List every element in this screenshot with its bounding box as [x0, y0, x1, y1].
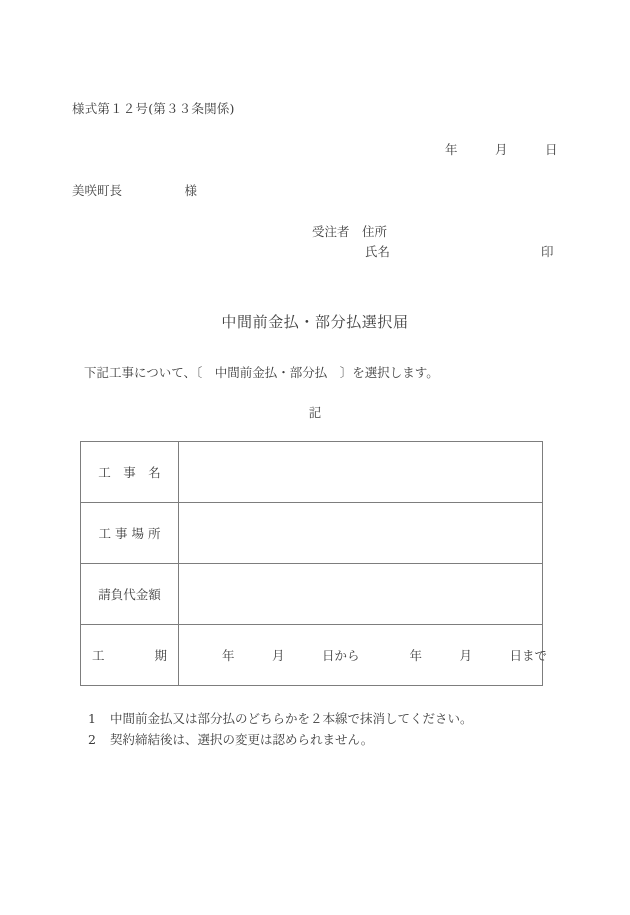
construction-period-text: 年 月 日から 年 月 日まで	[222, 648, 548, 663]
table-row	[81, 503, 543, 564]
page-title: 中間前金払・部分払選択届	[221, 313, 409, 331]
row-label-project-name: 工 事 名	[81, 442, 179, 503]
table-row	[81, 442, 543, 503]
note-number: 1	[88, 711, 96, 726]
notes-list	[88, 709, 473, 751]
row-value-project-name[interactable]	[179, 442, 543, 503]
note-text: 中間前金払又は部分払のどちらかを２本線で抹消してください。	[110, 711, 473, 726]
row-label-contract-amount: 請負代金額	[81, 564, 179, 625]
list-item	[88, 709, 473, 730]
row-label-project-location: 工 事 場 所	[81, 503, 179, 564]
row-value-contract-amount[interactable]	[179, 564, 543, 625]
form-number: 様式第１２号(第３３条関係)	[72, 101, 235, 116]
contractor-address-label: 受注者 住所	[312, 224, 388, 239]
table-row	[81, 564, 543, 625]
row-value-project-location[interactable]	[179, 503, 543, 564]
contractor-name-label: 氏名	[365, 244, 391, 259]
addressee-line: 美咲町長 様	[72, 183, 198, 198]
row-value-construction-period[interactable]	[179, 625, 548, 686]
seal-mark: 印	[541, 244, 554, 259]
note-number: 2	[88, 732, 96, 747]
table-row	[81, 625, 543, 686]
construction-details-table	[80, 441, 548, 686]
list-item	[88, 730, 473, 751]
row-label-construction-period: 工 期	[81, 625, 179, 686]
date-line: 年 月 日	[445, 142, 558, 157]
note-text: 契約締結後は、選択の変更は認められません。	[110, 732, 374, 747]
ki-mark: 記	[308, 405, 322, 420]
body-sentence: 下記工事について、〔 中間前金払・部分払 〕を選択します。	[84, 365, 439, 380]
